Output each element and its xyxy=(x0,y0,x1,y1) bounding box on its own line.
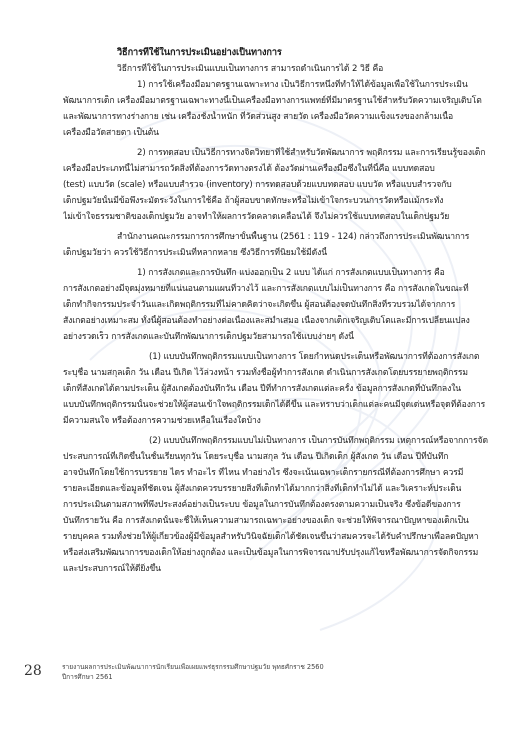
section-heading: วิธีการที่ใช้ในการประเมินอย่างเป็นทางการ xyxy=(117,47,282,58)
paragraph-line: การประเมินตามสภาพที่พึงประสงค์อย่างเป็นระบบ ข้อมูลในการบันทึกต้องตรงตามความเป็นจริง ซึ่งข้อดีของการ xyxy=(63,500,461,510)
paragraph-line: เครื่องมือประเภทนี้ไม่สามารถวัดสิ่งที่ต้องการวัดทางตรงได้ ต้องวัดผ่านเครื่องมือซึ่งในที่นี้คือ แบบทดสอบ xyxy=(63,164,435,174)
paragraph-line: สำนักงานคณะกรรมการการศึกษาขั้นพื้นฐาน (2561 : 119 - 124) กล่าวถึงการประเมินพัฒนาการ xyxy=(117,232,470,242)
paragraph-line: (2) แบบบันทึกพฤติกรรมแบบไม่เป็นทางการ เป็นการบันทึกพฤติกรรม เหตุการณ์หรือจากการจัด xyxy=(149,436,488,446)
paragraph-line: การสังเกตอย่างมีจุดมุ่งหมายที่แน่นอนตามแผนที่วางไว้ และการสังเกตแบบไม่เป็นทางการ คือ การสังเกตในขณะที่ xyxy=(63,284,469,294)
footer-year: ปีการศึกษา 2561 xyxy=(62,673,113,681)
paragraph-line: เด็กทำกิจกรรมประจำวันและเกิดพฤติกรรมที่ไม่คาดคิดว่าจะเกิดขึ้น ผู้สอนต้องจดบันทึกสิ่งที่รวบรวมได้จากการ xyxy=(63,300,456,310)
page-number: 28 xyxy=(24,663,42,679)
paragraph-line: ไม่เข้าใจธรรมชาติของเด็กปฐมวัย อาจทำให้ผลการวัดคลาดเคลื่อนได้ จึงไม่ควรใช้แบบทดสอบในเด็กปฐมวัย xyxy=(63,212,450,222)
paragraph-line: 1) การสังเกตและการบันทึก แบ่งออกเป็น 2 แบบ ได้แก่ การสังเกตแบบเป็นทางการ คือ xyxy=(137,268,445,278)
paragraph-line: มีความสนใจ หรือต้องการความช่วยเหลือในเรื่องใดบ้าง xyxy=(63,416,261,426)
paragraph-line: อาจบันทึกโดยใช้การบรรยาย ไดร ทำอะไร ที่ไหน ทำอย่างไร ซึ่งจะเน้นเฉพาะเด็กรายกรณีที่ต้องการศึกษา ควรมี xyxy=(63,468,464,478)
paragraph-line: ประสบการณ์ที่เกิดขึ้นในชั้นเรียนทุกวัน โดยระบุชื่อ นามสกุล วัน เดือน ปีเกิดเด็ก ผู้สังเกต วัน เดือน ปีที่บันทึก xyxy=(63,452,449,462)
paragraph-line: อย่างรวดเร็ว การสังเกตและบันทึกพัฒนาการเด็กปฐมวัยสามารถใช้แบบง่ายๆ ดังนี้ xyxy=(63,332,354,342)
paragraph-line: 2) การทดสอบ เป็นวิธีการทางจิตวิทยาที่ใช้สำหรับวัดพัฒนาการ พฤติกรรม และการเรียนรู้ของเด็ก xyxy=(137,148,486,158)
paragraph-line: และพัฒนาการทางร่างกาย เช่น เครื่องชั่งน้ำหนัก ที่วัดส่วนสูง สายวัด เครื่องมือวัดความแข็งแรงของกล้ามเนื้อ xyxy=(63,112,454,122)
paragraph-line: และประสบการณ์ให้ดียิ่งขึ้น xyxy=(63,564,161,574)
paragraph-line: (1) แบบบันทึกพฤติกรรมแบบเป็นทางการ โดยกำหนดประเด็นหรือพัฒนาการที่ต้องการสังเกต xyxy=(149,352,480,362)
paragraph-line: 1) การใช้เครื่องมือมาตรฐานเฉพาะทาง เป็นวิธีการหนึ่งที่ทำให้ได้ข้อมูลเพื่อใช้ในการประเมิน xyxy=(137,80,468,90)
paragraph-line: เด็กที่สังเกตได้ตามประเด็น ผู้สังเกตต้องบันทึกวัน เดือน ปีที่ทำการสังเกตแต่ละครั้ง ข้อมูลการสังเกตที่บันทึกลงใน xyxy=(63,384,462,394)
paragraph-line: เด็กปฐมวัยว่า ควรใช้วิธีการประเมินที่หลากหลาย ซึ่งวิธีการที่นิยมใช้มีดังนี้ xyxy=(63,248,328,258)
paragraph-line: ระบุชื่อ นามสกุลเด็ก วัน เดือน ปีเกิด ไว้ล่วงหน้า รวมทั้งชื่อผู้ทำการสังเกต ดำเนินการสังเกตโดยบรรยายพฤติกรรม xyxy=(63,368,468,378)
paragraph-line: แบบบันทึกพฤติกรรมนั้นจะช่วยให้ผู้สอนเข้าใจพฤติกรรมเด็กได้ดีขึ้น และทราบว่าเด็กแต่ละคนมีจุดเด่นหรือจุดที่ต้องการ xyxy=(63,400,486,410)
paragraph-line: รายบุคคล รวมทั้งช่วยให้ผู้เกี่ยวข้องผู้มีข้อมูลสำหรับวินิจฉัยเด็กได้ชัดเจนขึ้นว่าสมควรจะได้รับคำปรึกษาเพื่อลดปัญหา xyxy=(63,532,479,542)
paragraph-line: เครื่องมือวัดสายตา เป็นต้น xyxy=(63,128,159,138)
paragraph-line: หรือส่งเสริมพัฒนาการของเด็กให้อย่างถูกต้อง และเป็นข้อมูลในการพิจารณาปรับปรุงแก้ไขหรือพัฒนาการจัดกิจกรรม xyxy=(63,548,479,558)
paragraph-line: วิธีการที่ใช้ในการประเมินแบบเป็นทางการ สามารถดำเนินการได้ 2 วิธี คือ xyxy=(117,64,384,74)
footer-title: รายงานผลการประเมินพัฒนาการนักเรียนเพื่อเผยแพร่ธุรกรรมศึกษาปฐมวัย พุทธศักราช 2560 xyxy=(62,663,324,671)
paragraph-line: รายละเอียดและข้อมูลที่ชัดเจน ผู้สังเกตควรบรรยายสิ่งที่เด็กทำได้มากกว่าสิ่งที่เด็กทำไม่ได้ และวิเคราะห์ประเด็น xyxy=(63,484,462,494)
paragraph-line: เด็กปฐมวัยนั้นมีข้อพึงระมัดระวังในการใช้คือ ถ้าผู้สอบขาดทักษะหรือไม่เข้าใจกระบวนการวัดหรือแม้กระทั่ง xyxy=(63,196,444,206)
paragraph-line: สังเกตอย่างเหมาะสม ทั้งนี้ผู้สอนต้องทำอย่างต่อเนื่องและสม่ำเสมอ เนื่องจากเด็กเจริญเติบโตและมีการเปลี่ยนแปลง xyxy=(63,316,470,326)
paragraph-line: (test) แบบวัด (scale) หรือแบบสำรวจ (inventory) การทดสอบด้วยแบบทดสอบ แบบวัด หรือแบบสำรวจกับ xyxy=(63,180,452,190)
paragraph-line: พัฒนาการเด็ก เครื่องมือมาตรฐานเฉพาะทางนี้เป็นเครื่องมือทางการแพทย์ที่มีมาตรฐานใช้สำหรับวัดความเจริญเติบโต xyxy=(63,96,482,106)
paragraph-line: บันทึกรายวัน คือ การสังเกตนั้นจะชี้ให้เห็นความสามารถเฉพาะอย่างของเด็ก จะช่วยให้พิจารณาปัญหาของเด็กเป็น xyxy=(63,516,469,526)
